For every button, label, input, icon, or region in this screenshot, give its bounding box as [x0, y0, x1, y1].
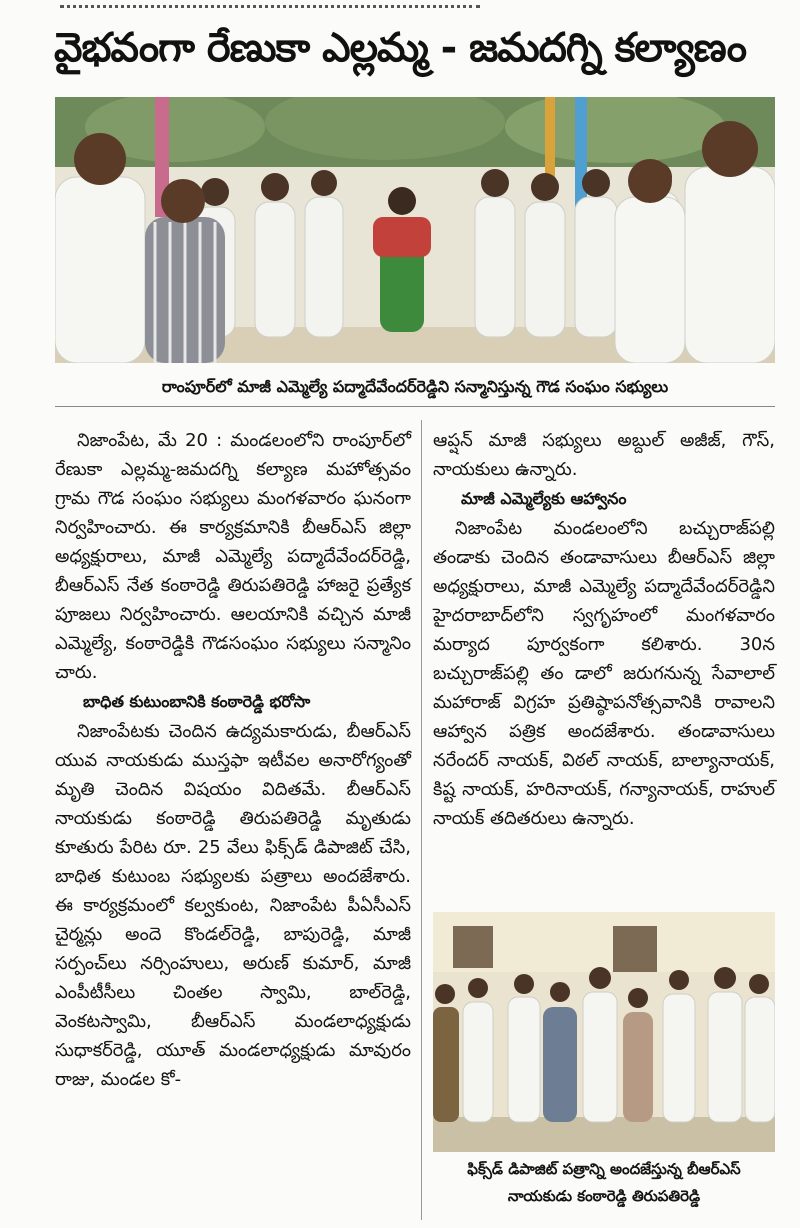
paragraph-rampur-kalyanam: నిజాంపేట, మే 20 : మండలంలోని రాంపూర్‌లో రేణుకా ఎల్లమ్మ-జమదగ్ని కల్యాణ మహోత్సవం గ్రామ గౌడ సంఘం సభ్యులు మంగళవారం ఘనంగా నిర్వహించారు. ఈ కార్యక్రమానికి బీఆర్‌ఎస్ జిల్లా అధ్యక్షురాలు, మాజీ ఎమ్మెల్యే పద్మాదేవేందర్‌రెడ్డి, బీఆర్‌ఎస్ నేత కంఠారెడ్డి తిరుపతిరెడ్డి హాజరై ప్రత్యేక పూజలు నిర్వహించారు. ఆలయానికి వచ్చిన మాజీ ఎమ్మెల్యే, కంఠారెడ్డికి గౌడసంఘం సభ్యులు సన్మానిం చారు.: [55, 430, 411, 683]
right-column: [433, 426, 775, 833]
secondary-photo-illustration: [433, 912, 775, 1152]
secondary-photo-caption: ఫిక్స్‌డ్ డిపాజిట్ పత్రాన్ని అందజేస్తున్న బీఆర్‌ఎస్ నాయకుడు కంఠారెడ్డి తిరుపతిరెడ్డి: [467, 1160, 741, 1205]
paragraph-fixed-deposit: నిజాంపేటకు చెందిన ఉద్యమకారుడు, బీఆర్‌ఎస్ యువ నాయకుడు ముస్తఫా ఇటీవల అనారోగ్యంతో మృతి చెందిన విషయం విదితమే. బీఆర్‌ఎస్ నాయకుడు కంఠారెడ్డి తిరుపతిరెడ్డి మృతుడు కూతురు పేరిట రూ. 25 వేలు ఫిక్స్‌డ్ డిపాజిట్ చేసి, బాధిత కుటుంబ సభ్యులకు పత్రాలు అందజేశారు. ఈ కార్యక్రమంలో కల్వకుంట, నిజాంపేట పీఏసీఎస్ చైర్మన్లు అందె కొండల్‌రెడ్డి, బాపురెడ్డి, మాజీ సర్పంచ్‌లు నర్సింహులు, అరుణ్ కుమార్, మాజీ ఎంపీటీసీలు చింతల స్వామి, బాల్‌రెడ్డి, వెంకటస్వామి, బీఆర్‌ఎస్ మండలాధ్యక్షుడు సుధాకర్‌రెడ్డి, యూత్ మండలాధ్యక్షుడు మావురం రాజు, మండల కో-: [55, 721, 411, 1090]
subheading-invitation: మాజీ ఎమ్మెల్యేకు ఆహ్వానం: [461, 489, 627, 508]
paragraph-continuation: ఆప్షన్ మాజీ సభ్యులు అబ్దుల్ అజీజ్, గౌస్, నాయకులు ఉన్నారు.: [433, 430, 775, 480]
headline: వైభవంగా రేణుకా ఎల్లమ్మ - జమదగ్ని కల్యాణం: [54, 25, 746, 71]
main-photo-caption: రాంపూర్‌లో మాజీ ఎమ్మెల్యే పద్మాదేవేందర్‌రెడ్డిని సన్మానిస్తున్న గౌడ సంఘం సభ్యులు: [55, 368, 775, 407]
column-divider: [421, 420, 422, 1220]
secondary-photo: [433, 912, 775, 1152]
paragraph-invitation: నిజాంపేట మండలంలోని బచ్చురాజ్‌పల్లి తండాకు చెందిన తండావాసులు బీఆర్‌ఎస్ జిల్లా అధ్యక్షురాలు, మాజీ ఎమ్మెల్యే పద్మాదేవేందర్‌రెడ్డిని హైదరాబాద్‌లోని స్వగృహంలో మంగళవారం మర్యాద పూర్వకంగా కలిశారు. 30న బచ్చురాజ్‌పల్లి తం డాలో జరుగనున్న సేవాలాల్ మహారాజ్ విగ్రహ ప్రతిష్ఠాపనోత్సవానికి రావాలని ఆహ్వాన పత్రిక అందజేశారు. తండావాసులు నరేందర్ నాయక్, విఠల్ నాయక్, బాల్యానాయక్, కిష్ట నాయక్, హరినాయక్, గన్యానాయక్, రాహుల్ నాయక్ తదితరులు ఉన్నారు.: [433, 518, 775, 829]
subheading-family-support: బాధిత కుటుంబానికి కంఠారెడ్డి భరోసా: [83, 692, 311, 711]
main-photo-illustration: [55, 97, 775, 363]
left-column: [55, 426, 411, 1094]
main-photo: [55, 97, 775, 363]
clipped-previous-article: [0, 0, 800, 14]
